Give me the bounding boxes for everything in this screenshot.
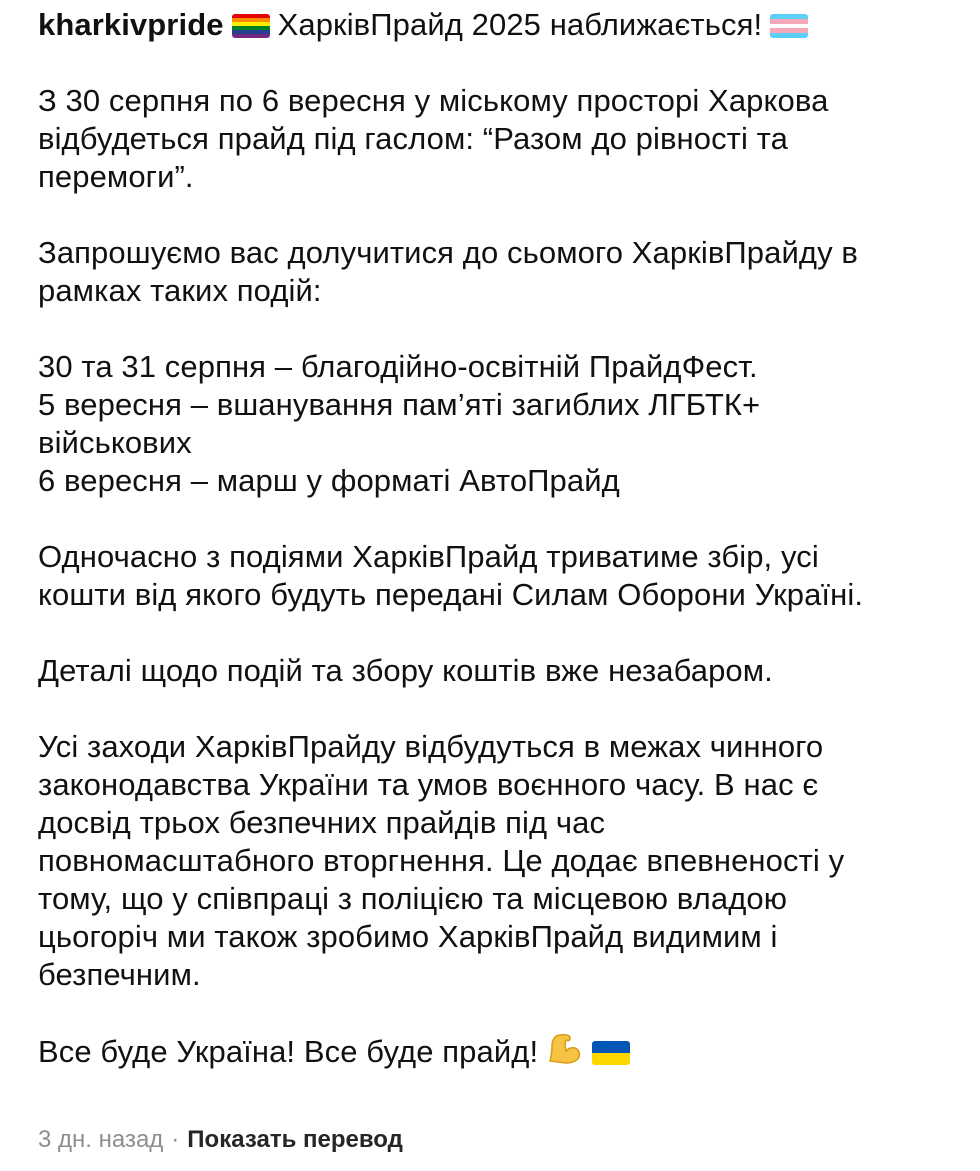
headline-text: ХарківПрайд 2025 наближається! bbox=[277, 7, 763, 42]
ukraine-flag-icon bbox=[592, 1041, 630, 1065]
caption-text bbox=[38, 6, 940, 1071]
username-link[interactable]: kharkivpride bbox=[38, 7, 224, 42]
meta-separator: · bbox=[171, 1126, 180, 1153]
caption-line: Запрошуємо вас долучитися до сьомого ХарківПрайду в bbox=[38, 235, 858, 270]
caption-line: З 30 серпня по 6 вересня у міському просторі Харкова bbox=[38, 83, 829, 118]
trans-stripe bbox=[770, 33, 808, 38]
caption-line: повномасштабного вторгнення. Це додає впевненості у bbox=[38, 843, 845, 878]
caption-line: Усі заходи ХарківПрайду відбудуться в межах чинного bbox=[38, 729, 824, 764]
caption-line: досвід трьох безпечних прайдів під час bbox=[38, 805, 606, 840]
post-timestamp: 3 дн. назад bbox=[38, 1126, 164, 1153]
caption-line: відбудеться прайд під гаслом: “Разом до рівності та bbox=[38, 121, 788, 156]
ukraine-stripe bbox=[592, 1053, 630, 1065]
flexed-biceps-icon bbox=[546, 1032, 584, 1066]
event-item: 30 та 31 серпня – благодійно-освітній ПрайдФест. bbox=[38, 349, 758, 384]
rainbow-flag-icon bbox=[232, 14, 270, 38]
closing-line bbox=[38, 1032, 940, 1071]
caption-line: Деталі щодо подій та збору коштів вже незабаром. bbox=[38, 653, 773, 688]
caption-line: рамках таких подій: bbox=[38, 273, 322, 308]
event-item: 6 вересня – марш у форматі АвтоПрайд bbox=[38, 463, 620, 498]
caption-headline-line bbox=[38, 6, 940, 44]
caption-line: безпечним. bbox=[38, 957, 201, 992]
caption-line: цьогоріч ми також зробимо ХарківПрайд видимим і bbox=[38, 919, 778, 954]
closing-text: Все буде Україна! Все буде прайд! bbox=[38, 1034, 539, 1069]
caption-line: кошти від якого будуть передані Силам Оборони Україні. bbox=[38, 577, 864, 612]
caption-line: тому, що у співпраці з поліцією та місцевою владою bbox=[38, 881, 788, 916]
event-item: військових bbox=[38, 425, 192, 460]
rainbow-stripe bbox=[232, 34, 270, 38]
ukraine-stripe bbox=[592, 1041, 630, 1053]
show-translation-button[interactable]: Показать перевод bbox=[187, 1126, 403, 1153]
caption-line: Одночасно з подіями ХарківПрайд триватиме збір, усі bbox=[38, 539, 819, 574]
caption-line: законодавства України та умов воєнного часу. В нас є bbox=[38, 767, 819, 802]
transgender-flag-icon bbox=[770, 14, 808, 38]
event-item: 5 вересня – вшанування пам’яті загиблих ЛГБТК+ bbox=[38, 387, 761, 422]
post-meta bbox=[38, 1124, 403, 1156]
caption-line: перемоги”. bbox=[38, 159, 194, 194]
